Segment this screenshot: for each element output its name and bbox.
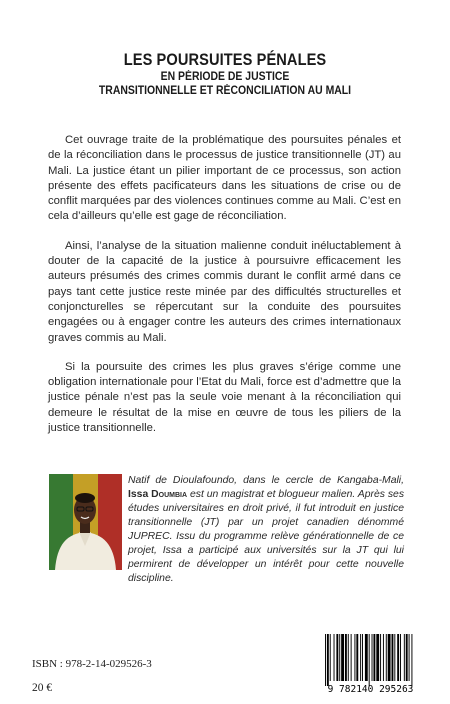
barcode-bar (380, 634, 381, 681)
blurb-paragraph-1: Cet ouvrage traite de la problématique des poursuites pénales et de la réconciliation dans le processus de justice transitionnelle (JT) au Mali. La justice étant un pilier important de ce processus, son action présente des effets pacificateurs dans les situations de crise ou de conflit marquées par des violences continues comme au Mali. C’est en cela d’ailleurs qu’elle est gage de réconciliation. (48, 134, 401, 223)
isbn: ISBN : 978-2-14-029526-3 (32, 658, 152, 670)
barcode-bar (360, 634, 361, 681)
barcode-bar (388, 634, 391, 681)
barcode-bar (336, 634, 338, 681)
barcode-bar (348, 634, 349, 681)
author-photo (49, 474, 122, 570)
barcode-bar (397, 634, 399, 681)
author-bio (128, 474, 404, 586)
barcode-image (317, 631, 424, 697)
author-bio-intro: Natif de Dioulafoundo, dans le cercle de Kangaba-Mali, (128, 475, 404, 486)
barcode-bar (392, 634, 394, 681)
blurb-paragraph-2: Ainsi, l’analyse de la situation malienne conduit inéluctablement à douter de la capacité de la justice à poursuivre efficacement les auteurs présumés des crimes commis durant le conflit armé dans ce pays tant cette justice reste minée par des difficultés structurelles et conjoncturelles se répercutant sur la conduite des poursuites engagées ou à engager contre les auteurs des crimes internationaux graves commis au Mali. (48, 239, 401, 344)
book-subtitle-line1: EN PÉRIODE DE JUSTICE (160, 70, 290, 83)
barcode-bar (394, 634, 395, 681)
book-subtitle-line2: TRANSITIONNELLE ET RÉCONCILIATION AU MALI (98, 84, 352, 97)
barcode-bar (386, 634, 387, 681)
barcode-bar (354, 634, 355, 681)
barcode (317, 631, 424, 697)
blurb (48, 133, 401, 450)
barcode-bar (351, 634, 352, 681)
barcode-bar (339, 634, 340, 681)
barcode-bar (369, 634, 370, 686)
barcode-bar (400, 634, 401, 681)
barcode-bar (330, 634, 331, 681)
barcode-bar (334, 634, 335, 681)
author-bio-rest: est un magistrat et blogueur malien. Après ses études universitaires en droit privé, il fut introduit en justice transitionnelle (JT) par un projet canadien dénommé JUPREC. Issu du programme relève générationnelle de ce projet, Issa a participé aux universités sur la JT qui lui permirent de développer un intérêt pour cette nouvelle discipline. (128, 489, 405, 584)
barcode-bar (327, 634, 329, 686)
barcode-bar (365, 634, 368, 681)
barcode-bar (341, 634, 344, 681)
barcode-bar (373, 634, 375, 681)
barcode-bar (383, 634, 384, 681)
barcode-bar (372, 634, 373, 681)
barcode-bar (345, 634, 347, 681)
barcode-bar (376, 634, 379, 681)
author-first-name: Issa (128, 489, 149, 500)
barcode-bar (406, 634, 408, 681)
barcode-bar (411, 634, 412, 686)
book-title: LES POURSUITES PÉNALES (123, 50, 327, 69)
barcode-bar (325, 634, 326, 686)
barcode-bar (404, 634, 405, 681)
barcode-bar (409, 634, 410, 681)
title-block (0, 50, 450, 98)
barcode-bar (356, 634, 358, 681)
author-last-name: Doumbia (151, 489, 188, 500)
price: 20 € (32, 682, 53, 694)
barcode-digits: 9 782140 295263 (327, 684, 414, 695)
blurb-paragraph-3: Si la poursuite des crimes les plus graves s’érige comme une obligation internationale pour l’Etat du Mali, force est d’admettre que la justice pénale n’est pas la seule voie menant à la réconciliation qui demeure le résultat de la mise en œuvre de tous les piliers de la justice transitionnelle. (48, 360, 401, 435)
barcode-bar (362, 634, 363, 681)
